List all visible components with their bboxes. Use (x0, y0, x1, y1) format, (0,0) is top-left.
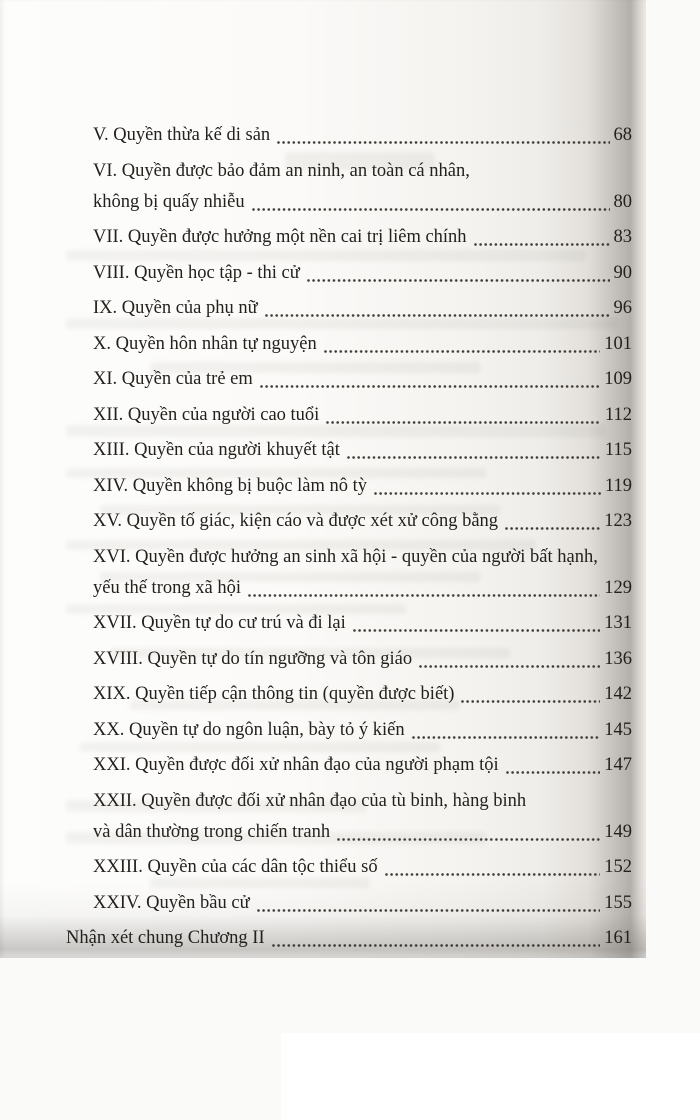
page-bleed-artifact (150, 878, 370, 888)
toc-entry-title: XXII. Quyền được đối xử nhân đạo của tù binh, hàng binh (93, 790, 527, 811)
page-bleed-artifact (66, 250, 586, 261)
toc-entry-page-number: 83 (613, 227, 632, 247)
toc-entry-title: XIV. Quyền không bị buộc làm nô tỳ (93, 475, 368, 496)
page-bleed-artifact (66, 468, 486, 478)
toc-entry (66, 750, 632, 781)
dot-leader (459, 679, 601, 710)
toc-entry-line (93, 750, 632, 781)
toc-entry-title: XXIV. Quyền bầu cử (93, 892, 250, 913)
page-bleed-artifact (100, 572, 480, 582)
toc-entry-title: yếu thế trong xã hội (93, 577, 241, 598)
toc-entry-line (93, 715, 632, 746)
toc-entry-page-number: 101 (604, 333, 632, 354)
toc-entry-page-number: 131 (604, 613, 632, 633)
toc-entry-page-number: 149 (604, 821, 632, 842)
toc-entry-page-number: 145 (604, 719, 632, 740)
dot-leader (250, 187, 611, 218)
toc-entry (66, 120, 632, 151)
page-bleed-artifact (130, 700, 460, 710)
toc-entry-page-number: 136 (604, 648, 632, 669)
toc-entry-page-number: 90 (613, 262, 632, 283)
toc-entry-title: và dân thường trong chiến tranh (93, 821, 331, 842)
toc-entry (66, 715, 632, 746)
toc-entry-line (66, 923, 632, 954)
page-bleed-artifact (80, 742, 440, 752)
page-bleed-artifact (110, 648, 510, 658)
toc-entry-page-number: 119 (604, 475, 632, 496)
toc-entry-line (93, 888, 632, 919)
toc-entry (66, 888, 632, 919)
dot-leader (255, 888, 602, 919)
dot-leader (322, 329, 601, 360)
toc-entry-title: không bị quấy nhiễu (93, 191, 245, 212)
toc-entry-title: XXIII. Quyền của các dân tộc thiểu số (93, 857, 378, 877)
toc-entry-title: XIII. Quyền của người khuyết tật (93, 440, 340, 460)
toc-entry-title: VI. Quyền được bảo đảm an ninh, an toàn cá nhân, (93, 160, 470, 181)
page-bleed-artifact (66, 540, 536, 550)
page-bleed-artifact (285, 152, 435, 170)
toc-entry (66, 923, 632, 954)
toc-entry-page-number: 109 (604, 369, 632, 389)
toc-entry-title: XXI. Quyền được đối xử nhân đạo của người phạm tội (93, 755, 499, 775)
page-bleed-artifact (66, 800, 366, 812)
dot-leader (345, 435, 602, 466)
page-bleed-artifact (150, 362, 480, 373)
toc-entry-title: VIII. Quyền học tập - thi cử (93, 262, 300, 283)
toc-entry-title: XII. Quyền của người cao tuổi (93, 404, 320, 425)
page-bleed-artifact (66, 318, 618, 329)
dot-leader (410, 715, 602, 746)
toc-entry-title: XVI. Quyền được hưởng an sinh xã hội - quyền của người bất hạnh, (93, 546, 598, 567)
toc-entry (66, 222, 632, 253)
toc-entry-title: XV. Quyền tố giác, kiện cáo và được xét xử công bằng (93, 511, 499, 531)
dot-leader (383, 852, 602, 883)
toc-entry (66, 435, 632, 466)
toc-entry-page-number: 147 (604, 755, 632, 775)
page-bleed-artifact (100, 505, 500, 515)
toc-entry-page-number: 142 (604, 684, 632, 704)
toc-entry-page-number: 115 (604, 440, 632, 460)
toc-entry-page-number: 123 (604, 511, 632, 531)
toc-entry-line (93, 222, 632, 253)
toc-entry-title: XVII. Quyền tự do cư trú và đi lại (93, 613, 346, 633)
toc-entry-line (93, 329, 632, 360)
toc-entry-page-number: 161 (604, 928, 632, 948)
toc-entry-page-number: 68 (613, 125, 632, 145)
page-bleed-artifact (66, 832, 486, 844)
toc-entry-line (93, 258, 632, 289)
toc-entry-page-number: 112 (604, 404, 632, 425)
toc-entry-page-number: 152 (604, 857, 632, 877)
toc-entry-title: XVIII. Quyền tự do tín ngưỡng và tôn giáo (93, 648, 413, 669)
dot-leader (504, 750, 602, 781)
dot-leader (275, 120, 610, 151)
toc-entry (66, 329, 632, 360)
dot-leader (270, 923, 602, 954)
toc-entry-page-number: 155 (604, 892, 632, 913)
toc-entry-page-number: 96 (613, 298, 632, 318)
toc-entry-title: XX. Quyền tự do ngôn luận, bày tỏ ý kiến (93, 719, 405, 740)
dot-leader (472, 222, 611, 253)
scan-background-patch (281, 1033, 700, 1120)
toc-entry-page-number: 129 (604, 577, 632, 598)
toc-entry-title: IX. Quyền của phụ nữ (93, 298, 258, 318)
toc-entry (66, 258, 632, 289)
dot-leader (305, 258, 611, 289)
toc-entry-line (93, 120, 632, 151)
toc-entry-line (93, 187, 632, 218)
toc-entry-title: VII. Quyền được hưởng một nền cai trị liêm chính (93, 227, 467, 247)
toc-entry-title: Nhận xét chung Chương II (66, 928, 265, 948)
page-bleed-artifact (66, 604, 406, 614)
toc-entry-title: X. Quyền hôn nhân tự nguyện (93, 333, 317, 354)
toc-entry-line (93, 435, 632, 466)
page-bleed-artifact (66, 425, 606, 437)
toc-entry-title: V. Quyền thừa kế di sản (93, 125, 271, 145)
dot-leader (503, 506, 601, 537)
toc-entry-title: XIX. Quyền tiếp cận thông tin (quyền được biết) (93, 684, 455, 704)
toc-entry-title: XI. Quyền của trẻ em (93, 369, 253, 389)
toc-entry-page-number: 80 (613, 191, 632, 212)
